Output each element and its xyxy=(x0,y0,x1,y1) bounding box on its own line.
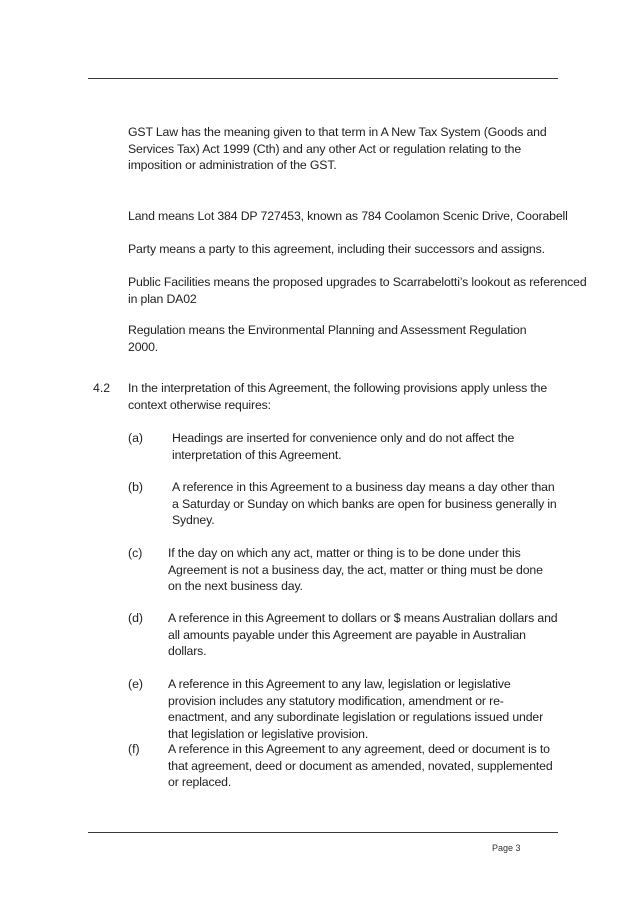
footer-rule xyxy=(88,832,558,833)
definition-gst-law: GST Law has the meaning given to that term in A New Tax System (Goods and Services Tax) Act 1999 (Cth) and any other Act or regulation relating to the imposition or administration of the GST. xyxy=(128,125,547,172)
page-number: Page 3 xyxy=(492,843,521,853)
definition-party: Party means a party to this agreement, including their successors and assigns. xyxy=(128,242,545,256)
clause-intro: In the interpretation of this Agreement, the following provisions apply unless the context otherwise requires: xyxy=(128,381,548,412)
item-text-d: A reference in this Agreement to dollars or $ means Australian dollars and all amounts payable under this Agreement are payable in Australian dollars. xyxy=(168,611,558,658)
item-label-f: (f) xyxy=(128,742,140,756)
item-label-e: (e) xyxy=(128,677,144,691)
item-label-d: (d) xyxy=(128,611,144,625)
definition-public-facilities: Public Facilities means the proposed upgrades to Scarrabelotti’s lookout as referenced in plan DA02 xyxy=(128,275,587,306)
item-text-a: Headings are inserted for convenience only and do not affect the interpretation of this Agreement. xyxy=(172,431,515,462)
item-text-b: A reference in this Agreement to a business day means a day other than a Saturday or Sunday on which banks are open for business generally in Sydney. xyxy=(172,480,557,527)
header-rule xyxy=(88,78,558,79)
item-label-b: (b) xyxy=(128,480,144,494)
item-label-c: (c) xyxy=(128,546,143,560)
definition-land: Land means Lot 384 DP 727453, known as 784 Coolamon Scenic Drive, Coorabell xyxy=(128,209,568,223)
item-text-f: A reference in this Agreement to any agreement, deed or document is to that agreement, deed or document as amended, novated, supplemented or replaced. xyxy=(168,742,553,789)
item-text-c: If the day on which any act, matter or thing is to be done under this Agreement is not a business day, the act, matter or thing must be done on the next business day. xyxy=(168,546,543,593)
definition-regulation: Regulation means the Environmental Planning and Assessment Regulation 2000. xyxy=(128,323,527,354)
item-text-e: A reference in this Agreement to any law, legislation or legislative provision includes any statutory modification, amendment or re-enactment, and any subordinate legislation or regulations issued under that legislation or legislative provision. xyxy=(168,677,544,741)
clause-number: 4.2 xyxy=(93,381,111,395)
item-label-a: (a) xyxy=(128,431,144,445)
